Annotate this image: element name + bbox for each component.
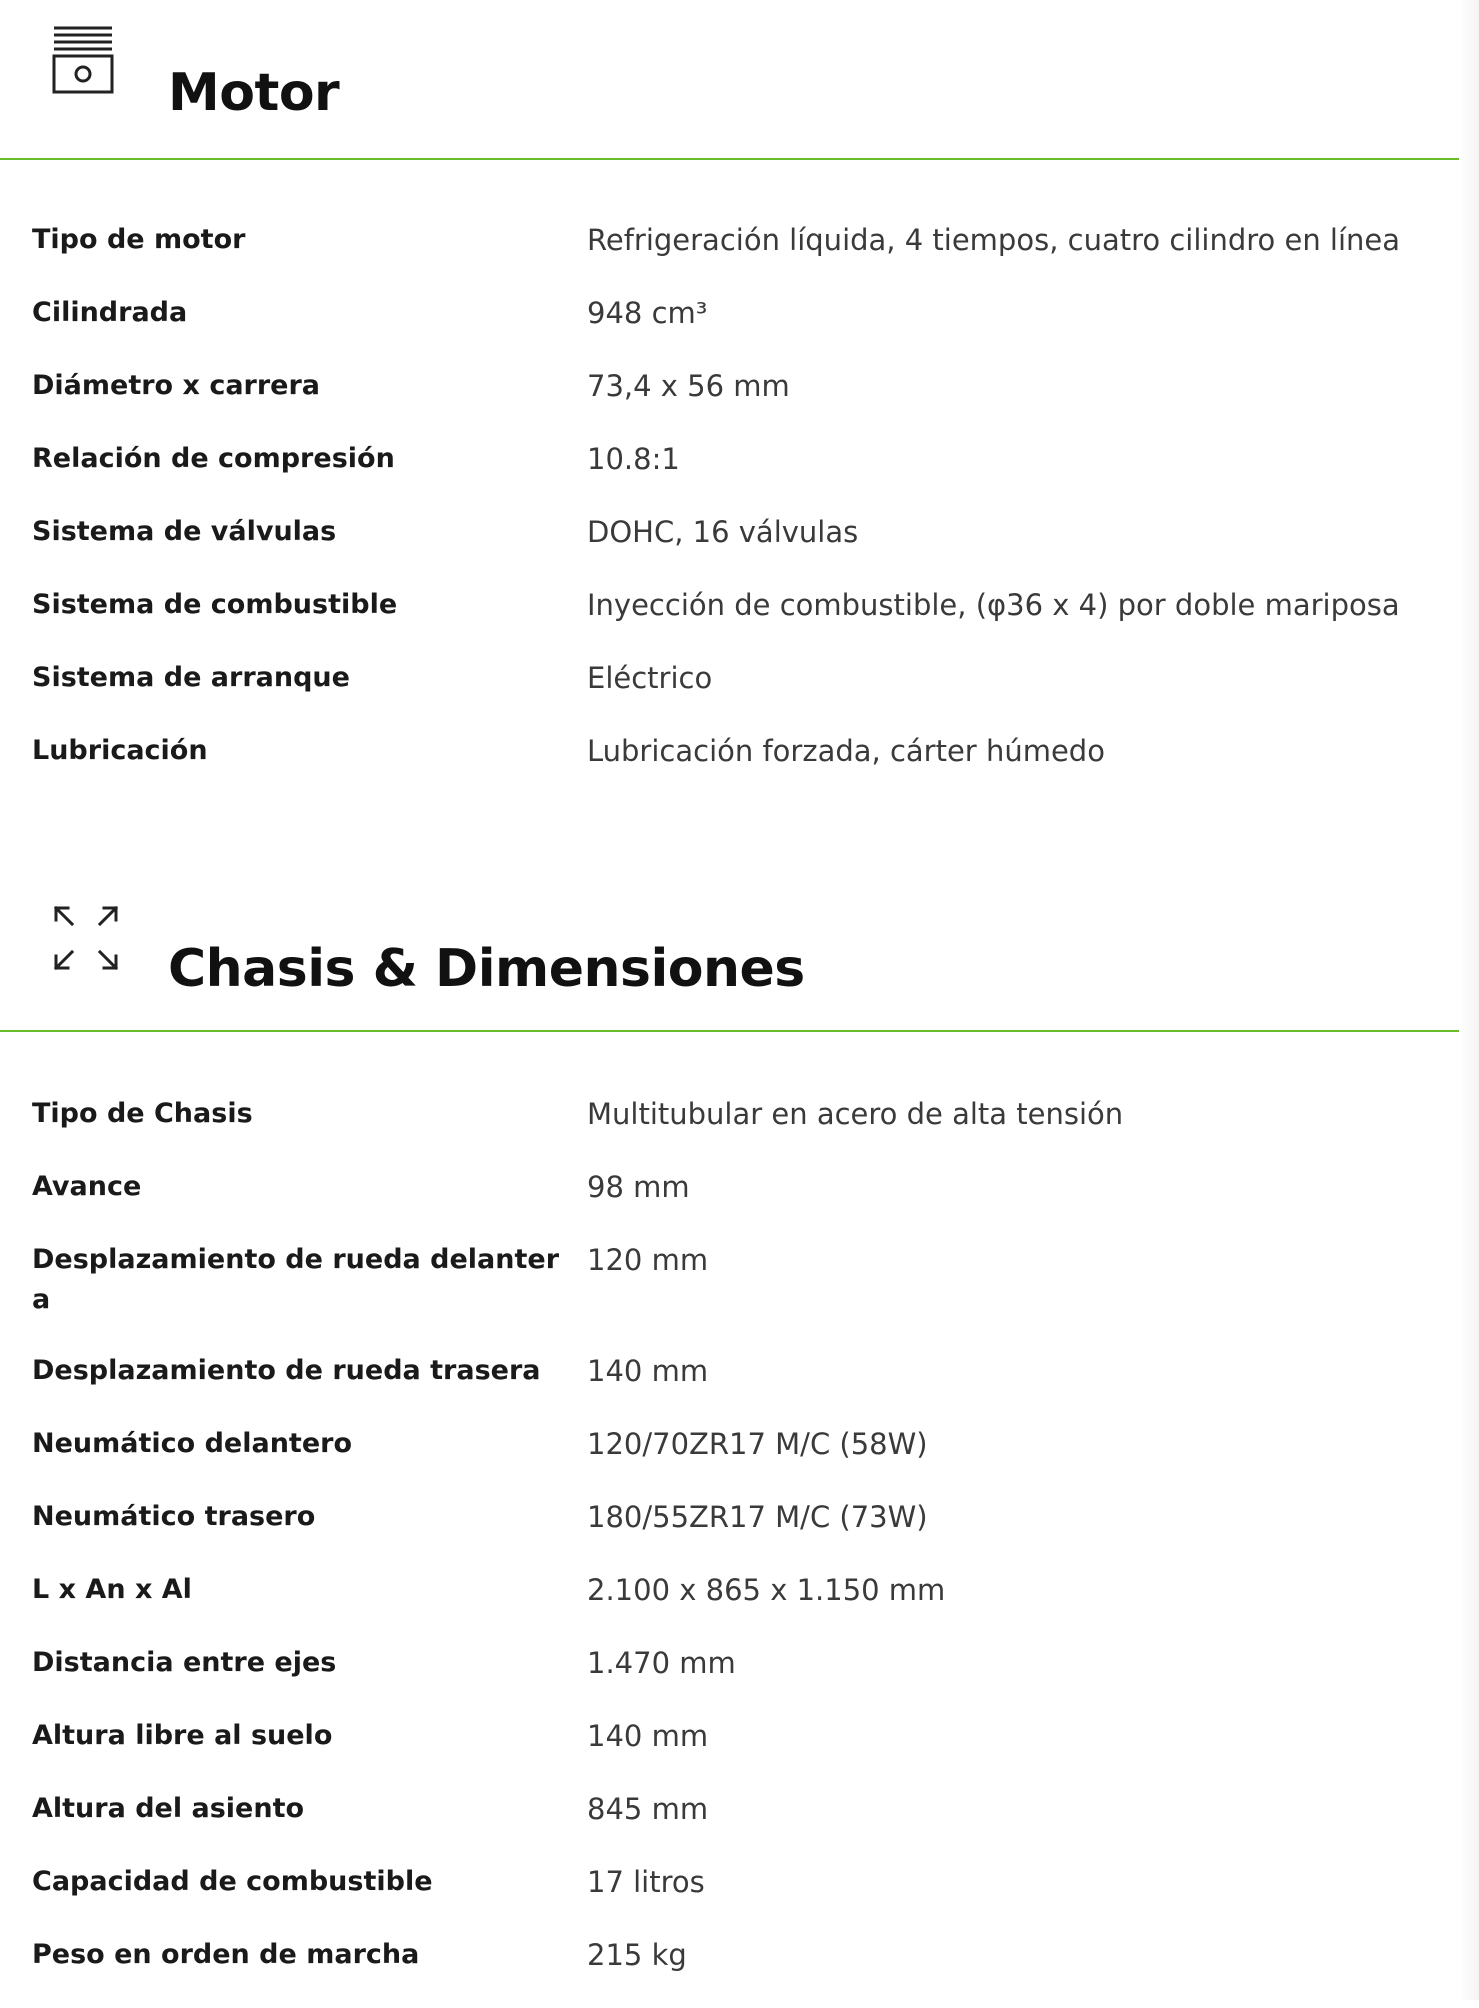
expand-arrows-icon (48, 900, 118, 976)
spec-value: 140 mm (587, 1719, 709, 1753)
spec-row (32, 1497, 1432, 1570)
page-edge-shadow (1459, 0, 1479, 2000)
spec-label: Neumático delantero (32, 1428, 353, 1459)
spec-label: Sistema de arranque (32, 662, 350, 693)
spec-row (32, 1570, 1432, 1643)
spec-value: Refrigeración líquida, 4 tiempos, cuatro cilindro en línea (587, 223, 1401, 257)
spec-value: 17 litros (587, 1865, 705, 1899)
spec-label: Desplazamiento de rueda trasera (32, 1355, 541, 1386)
spec-value: 1.470 mm (587, 1646, 736, 1680)
spec-value: 98 mm (587, 1170, 690, 1204)
spec-row (32, 658, 1432, 731)
spec-label: L x An x Al (32, 1574, 192, 1605)
spec-value: 180/55ZR17 M/C (73W) (587, 1500, 928, 1534)
spec-value: 140 mm (587, 1354, 709, 1388)
spec-label: Neumático trasero (32, 1501, 316, 1532)
spec-row (32, 1862, 1432, 1935)
spec-value: 2.100 x 865 x 1.150 mm (587, 1573, 946, 1607)
spec-row (32, 293, 1432, 366)
spec-row (32, 1716, 1432, 1789)
spec-label: Avance (32, 1171, 142, 1202)
spec-row (32, 512, 1432, 585)
spec-row (32, 1351, 1432, 1424)
spec-value: Inyección de combustible, (φ36 x 4) por doble mariposa (587, 588, 1400, 622)
spec-row (32, 1240, 1432, 1351)
spec-row (32, 1643, 1432, 1716)
spec-row (32, 1789, 1432, 1862)
spec-value: 845 mm (587, 1792, 709, 1826)
spec-label: Distancia entre ejes (32, 1647, 337, 1678)
spec-label: Diámetro x carrera (32, 370, 321, 401)
spec-row (32, 1167, 1432, 1240)
spec-value: 948 cm³ (587, 296, 708, 330)
spec-label: Capacidad de combustible (32, 1866, 433, 1897)
spec-label: Tipo de motor (32, 224, 246, 255)
spec-value: 120/70ZR17 M/C (58W) (587, 1427, 928, 1461)
spec-row (32, 1094, 1432, 1167)
spec-row (32, 585, 1432, 658)
spec-row (32, 731, 1432, 804)
spec-value: 120 mm (587, 1243, 709, 1277)
engine-piston-icon (48, 22, 118, 98)
spec-row (32, 1424, 1432, 1497)
chasis-spec-table (32, 1094, 1432, 2008)
spec-label: Lubricación (32, 735, 208, 766)
spec-value: 10.8:1 (587, 442, 680, 476)
spec-row (32, 366, 1432, 439)
spec-label: Altura del asiento (32, 1793, 305, 1824)
chasis-section-header (0, 872, 1479, 1032)
spec-value: Lubricación forzada, cárter húmedo (587, 734, 1105, 768)
spec-label: Altura libre al suelo (32, 1720, 333, 1751)
motor-spec-table (32, 220, 1432, 804)
spec-value: 73,4 x 56 mm (587, 369, 790, 403)
spec-row (32, 220, 1432, 293)
spec-label: Desplazamiento de rueda delantera (32, 1244, 560, 1315)
spec-value: Eléctrico (587, 661, 713, 695)
spec-label: Tipo de Chasis (32, 1098, 253, 1129)
chasis-section-title: Chasis & Dimensiones (168, 938, 805, 999)
spec-label: Sistema de válvulas (32, 516, 337, 547)
spec-value: Multitubular en acero de alta tensión (587, 1097, 1124, 1131)
spec-label: Relación de compresión (32, 443, 395, 474)
motor-section-title: Motor (168, 62, 340, 123)
spec-row (32, 439, 1432, 512)
motor-section-header (0, 0, 1479, 160)
spec-row (32, 1935, 1432, 2008)
spec-label: Peso en orden de marcha (32, 1939, 420, 1970)
spec-value: DOHC, 16 válvulas (587, 515, 859, 549)
spec-label: Sistema de combustible (32, 589, 398, 620)
spec-label: Cilindrada (32, 297, 188, 328)
spec-value: 215 kg (587, 1938, 687, 1972)
